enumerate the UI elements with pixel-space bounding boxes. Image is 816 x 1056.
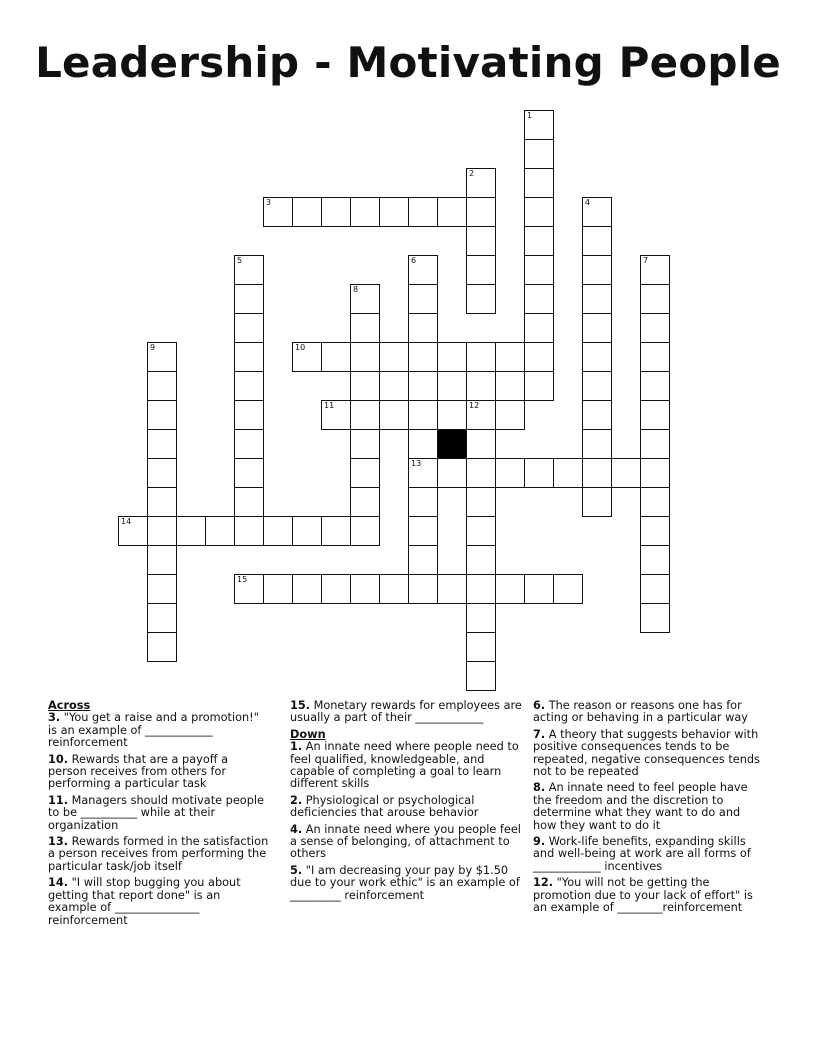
clue-item [48, 836, 270, 873]
crossword-cell[interactable] [321, 400, 351, 430]
clue-number: 14. [48, 876, 69, 890]
crossword-cell[interactable] [350, 284, 380, 314]
crossword-cell[interactable] [466, 661, 496, 691]
crossword-cell[interactable] [205, 516, 235, 546]
clue-text: "You will not be getting the promotion due to your lack of effort" is an example of ________reinforcement [533, 876, 753, 915]
crossword-cell[interactable] [437, 458, 467, 488]
clue-text: Monetary rewards for employees are usually a part of their ____________ [290, 699, 522, 725]
clue-text: Managers should motivate people to be __________ while at their organization [48, 793, 264, 832]
crossword-cell[interactable] [437, 371, 467, 401]
clue-number: 11. [48, 793, 69, 807]
crossword-cell[interactable] [466, 284, 496, 314]
down-clue-list-continued [533, 700, 765, 915]
crossword-cell[interactable] [437, 197, 467, 227]
crossword-cell[interactable] [466, 168, 496, 198]
clues-column-3 [533, 700, 765, 919]
crossword-cell[interactable] [321, 574, 351, 604]
crossword-cell[interactable] [350, 487, 380, 517]
crossword-cell[interactable] [379, 574, 409, 604]
crossword-cell[interactable] [176, 516, 206, 546]
crossword-cell[interactable] [292, 197, 322, 227]
crossword-cell[interactable] [524, 458, 554, 488]
crossword-cell[interactable] [234, 371, 264, 401]
crossword-cell[interactable] [640, 487, 670, 517]
crossword-cell[interactable] [640, 516, 670, 546]
crossword-cell[interactable] [524, 110, 554, 140]
cell-number: 11 [324, 401, 335, 410]
clue-text: A theory that suggests behavior with positive consequences tends to be repeated, negative consequences tends not to be repeated [533, 727, 760, 779]
crossword-cell[interactable] [234, 487, 264, 517]
clue-text: Physiological or psychological deficiencies that arouse behavior [290, 793, 479, 820]
crossword-cell[interactable] [234, 342, 264, 372]
crossword-cell[interactable] [350, 458, 380, 488]
crossword-cell[interactable] [466, 574, 496, 604]
crossword-cell[interactable] [147, 371, 177, 401]
crossword-cell[interactable] [524, 255, 554, 285]
clue-item [290, 824, 522, 861]
crossword-cell[interactable] [466, 197, 496, 227]
crossword-cell[interactable] [292, 574, 322, 604]
crossword-cell[interactable] [408, 574, 438, 604]
cell-number: 15 [237, 575, 248, 584]
clue-text: "You get a raise and a promotion!" is an example of ____________ reinforcement [48, 711, 259, 750]
down-clue-list [290, 741, 522, 902]
clue-item [533, 877, 765, 914]
crossword-cell[interactable] [524, 313, 554, 343]
clue-text: An innate need to feel people have the freedom and the discretion to determine what they want to do and how they want to do it [533, 781, 748, 832]
crossword-cell[interactable] [466, 458, 496, 488]
cell-number: 2 [469, 169, 475, 178]
crossword-cell[interactable] [466, 226, 496, 256]
crossword-cell[interactable] [234, 313, 264, 343]
crossword-cell[interactable] [582, 313, 612, 343]
crossword-cell[interactable] [582, 284, 612, 314]
crossword-cell[interactable] [234, 400, 264, 430]
crossword-cell[interactable] [582, 487, 612, 517]
clue-number: 7. [533, 727, 546, 741]
crossword-cell[interactable] [582, 197, 612, 227]
crossword-cell[interactable] [466, 516, 496, 546]
clue-text: Work-life benefits, expanding skills and well-being at work are all forms of ____________ incentives [533, 835, 751, 873]
clues-column-2 [290, 700, 522, 906]
crossword-cell[interactable] [640, 429, 670, 459]
crossword-cell[interactable] [553, 574, 583, 604]
crossword-cell[interactable] [466, 400, 496, 430]
crossword-cell[interactable] [350, 574, 380, 604]
crossword-cell[interactable] [437, 574, 467, 604]
crossword-cell[interactable] [408, 284, 438, 314]
black-square [437, 429, 467, 459]
crossword-cell[interactable] [466, 545, 496, 575]
crossword-cell[interactable] [147, 603, 177, 633]
crossword-cell[interactable] [466, 429, 496, 459]
crossword-cell[interactable] [263, 574, 293, 604]
crossword-cell[interactable] [350, 313, 380, 343]
crossword-cell[interactable] [234, 516, 264, 546]
crossword-cell[interactable] [147, 342, 177, 372]
clue-number: 12. [533, 876, 554, 890]
clue-number: 2. [290, 793, 303, 807]
crossword-cell[interactable] [640, 313, 670, 343]
crossword-cell[interactable] [553, 458, 583, 488]
clue-number: 8. [533, 781, 546, 795]
crossword-cell[interactable] [495, 400, 525, 430]
cell-number: 14 [121, 517, 132, 526]
crossword-cell[interactable] [408, 400, 438, 430]
clue-text: Rewards formed in the satisfaction a person receives from performing the particular task/job itself [48, 835, 269, 873]
crossword-cell[interactable] [466, 371, 496, 401]
clue-number: 5. [290, 863, 303, 877]
crossword-cell[interactable] [495, 458, 525, 488]
down-heading: Down [290, 727, 326, 741]
crossword-cell[interactable] [234, 458, 264, 488]
crossword-cell[interactable] [640, 603, 670, 633]
crossword-cell[interactable] [379, 197, 409, 227]
clue-item [290, 700, 522, 725]
crossword-cell[interactable] [495, 371, 525, 401]
crossword-cell[interactable] [640, 342, 670, 372]
crossword-cell[interactable] [524, 139, 554, 169]
crossword-cell[interactable] [466, 255, 496, 285]
crossword-cell[interactable] [640, 255, 670, 285]
crossword-cell[interactable] [582, 226, 612, 256]
crossword-cell[interactable] [234, 574, 264, 604]
crossword-cell[interactable] [408, 429, 438, 459]
cell-number: 5 [237, 256, 243, 265]
crossword-cell[interactable] [466, 632, 496, 662]
clue-item [290, 795, 522, 820]
page-title: Leadership - Motivating People [35, 38, 781, 87]
crossword-cell[interactable] [466, 487, 496, 517]
clue-item [533, 782, 765, 832]
clue-item [48, 754, 270, 791]
across-clue-list-continued [290, 700, 522, 725]
crossword-cell[interactable] [640, 400, 670, 430]
crossword-cell[interactable] [321, 516, 351, 546]
crossword-cell[interactable] [147, 632, 177, 662]
across-clue-list [48, 712, 270, 927]
cell-number: 8 [353, 285, 359, 294]
clue-item [290, 741, 522, 791]
crossword-cell[interactable] [350, 400, 380, 430]
clue-item [48, 795, 270, 832]
crossword-cell[interactable] [234, 284, 264, 314]
crossword-cell[interactable] [582, 342, 612, 372]
clue-number: 13. [48, 835, 69, 849]
clue-item [48, 712, 270, 749]
crossword-cell[interactable] [350, 429, 380, 459]
crossword-cell[interactable] [495, 574, 525, 604]
cell-number: 4 [585, 198, 591, 207]
crossword-cell[interactable] [582, 458, 612, 488]
clue-item [533, 700, 765, 725]
crossword-cell[interactable] [582, 429, 612, 459]
cell-number: 6 [411, 256, 417, 265]
crossword-cell[interactable] [350, 197, 380, 227]
crossword-cell[interactable] [640, 458, 670, 488]
crossword-cell[interactable] [147, 516, 177, 546]
crossword-cell[interactable] [640, 371, 670, 401]
crossword-cell[interactable] [408, 197, 438, 227]
crossword-cell[interactable] [147, 487, 177, 517]
crossword-cell[interactable] [437, 342, 467, 372]
crossword-cell[interactable] [524, 284, 554, 314]
crossword-cell[interactable] [379, 400, 409, 430]
clues-column-1 [48, 700, 270, 931]
clue-text: An innate need where people need to feel qualified, knowledgeable, and capable of completing a goal to learn different skills [290, 740, 519, 791]
crossword-cell[interactable] [147, 545, 177, 575]
cell-number: 13 [411, 459, 422, 468]
clue-number: 3. [48, 711, 61, 725]
crossword-cell[interactable] [234, 429, 264, 459]
crossword-cell[interactable] [350, 342, 380, 372]
crossword-cell[interactable] [350, 516, 380, 546]
cell-number: 9 [150, 343, 156, 352]
clue-item [533, 729, 765, 779]
clue-text: An innate need where you people feel a sense of belonging, of attachment to others [290, 822, 521, 861]
cell-number: 3 [266, 198, 272, 207]
crossword-cell[interactable] [524, 197, 554, 227]
crossword-cell[interactable] [234, 255, 264, 285]
clue-item [533, 836, 765, 873]
crossword-cell[interactable] [437, 400, 467, 430]
crossword-cell[interactable] [408, 545, 438, 575]
cell-number: 10 [295, 343, 306, 352]
crossword-cell[interactable] [292, 342, 322, 372]
clue-number: 10. [48, 752, 69, 766]
crossword-cell[interactable] [350, 371, 380, 401]
crossword-cell[interactable] [321, 197, 351, 227]
crossword-cell[interactable] [495, 342, 525, 372]
crossword-cell[interactable] [524, 342, 554, 372]
clue-number: 9. [533, 835, 546, 849]
crossword-cell[interactable] [147, 429, 177, 459]
crossword-cell[interactable] [263, 516, 293, 546]
crossword-cell[interactable] [408, 255, 438, 285]
clue-number: 15. [290, 699, 311, 712]
crossword-cell[interactable] [408, 516, 438, 546]
crossword-cell[interactable] [582, 371, 612, 401]
crossword-cell[interactable] [408, 342, 438, 372]
crossword-cell[interactable] [147, 400, 177, 430]
crossword-cell[interactable] [640, 545, 670, 575]
clue-text: "I will stop bugging you about getting that report done" is an example of _______________ reinforcement [48, 876, 241, 927]
clue-item [48, 877, 270, 927]
clue-text: Rewards that are a payoff a person receives from others for performing a particular task [48, 752, 229, 791]
clue-item [290, 865, 522, 902]
clue-number: 4. [290, 822, 303, 836]
crossword-cell[interactable] [524, 226, 554, 256]
crossword-cell[interactable] [611, 458, 641, 488]
crossword-cell[interactable] [524, 574, 554, 604]
crossword-cell[interactable] [263, 197, 293, 227]
crossword-cell[interactable] [466, 603, 496, 633]
clue-number: 1. [290, 740, 303, 754]
cell-number: 7 [643, 256, 649, 265]
crossword-cell[interactable] [582, 255, 612, 285]
crossword-cell[interactable] [292, 516, 322, 546]
crossword-cell[interactable] [524, 371, 554, 401]
crossword-cell[interactable] [408, 371, 438, 401]
crossword-cell[interactable] [118, 516, 148, 546]
crossword-cell[interactable] [582, 400, 612, 430]
across-heading: Across [48, 699, 91, 712]
crossword-cell[interactable] [408, 313, 438, 343]
crossword-cell[interactable] [640, 574, 670, 604]
crossword-cell[interactable] [321, 342, 351, 372]
crossword-cell[interactable] [147, 574, 177, 604]
cell-number: 1 [527, 111, 533, 120]
crossword-cell[interactable] [379, 342, 409, 372]
crossword-cell[interactable] [640, 284, 670, 314]
crossword-cell[interactable] [466, 342, 496, 372]
clue-text: The reason or reasons one has for acting or behaving in a particular way [533, 699, 748, 725]
cell-number: 12 [469, 401, 480, 410]
crossword-cell[interactable] [408, 487, 438, 517]
clue-number: 6. [533, 699, 546, 712]
crossword-cell[interactable] [408, 458, 438, 488]
crossword-cell[interactable] [147, 458, 177, 488]
crossword-cell[interactable] [524, 168, 554, 198]
clue-text: "I am decreasing your pay by $1.50 due to your work ethic" is an example of _________ reinforcement [290, 863, 520, 902]
